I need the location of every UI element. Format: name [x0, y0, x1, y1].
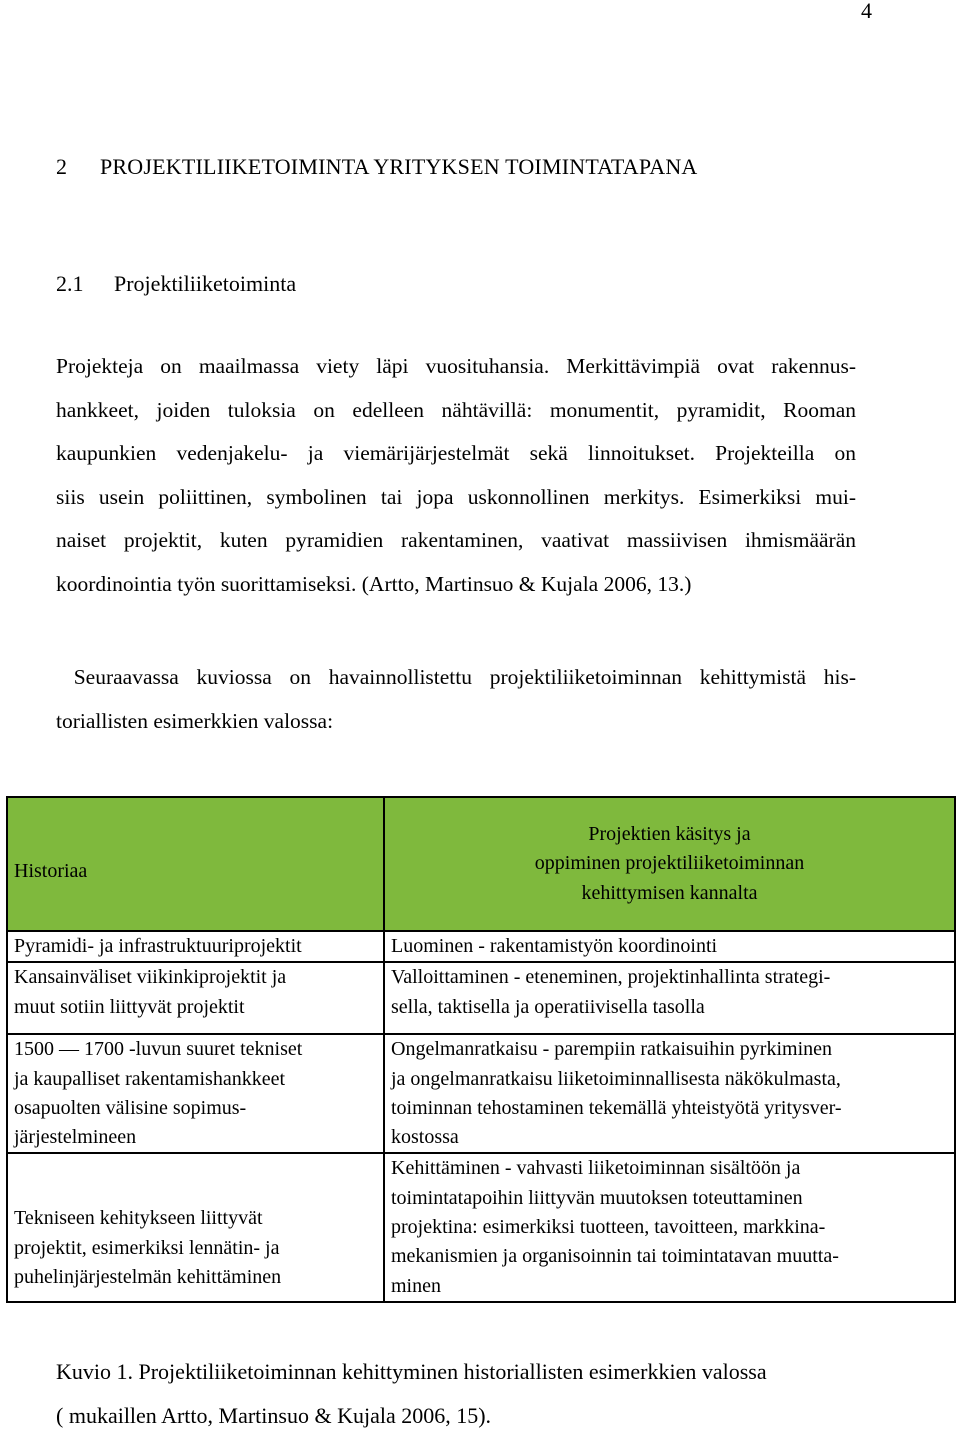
- intro-paragraph: [56, 345, 856, 606]
- paragraph-line: siis usein poliittinen, symbolinen tai jopa uskonnollinen merkitys. Esimerkiksi mui-: [56, 476, 856, 520]
- cell-line: Kehittäminen - vahvasti liiketoiminnan sisältöön ja: [391, 1154, 948, 1183]
- paragraph-line: naiset projektit, kuten pyramidien rakentaminen, vaativat massiivisen ihmismäärän: [56, 519, 856, 563]
- cell-line: sella, taktisella ja operatiivisella tasolla: [391, 993, 948, 1022]
- table-row: [7, 1034, 955, 1153]
- cell-line: projektit, esimerkiksi lennätin- ja: [14, 1234, 377, 1263]
- paragraph-line: toriallisten esimerkkien valossa:: [56, 700, 856, 744]
- figure-caption: [56, 1350, 767, 1437]
- section-heading: [56, 271, 296, 297]
- cell-line: Luominen - rakentamistyön koordinointi: [391, 932, 948, 961]
- cell-line: ja ongelmanratkaisu liiketoiminnallisesta näkökulmasta,: [391, 1065, 948, 1094]
- paragraph-line: Projekteja on maailmassa viety läpi vuosituhansia. Merkittävimpiä ovat rakennus-: [56, 345, 856, 389]
- learning-cell: [384, 931, 955, 962]
- cell-line: Pyramidi- ja infrastruktuuriprojektit: [14, 932, 377, 961]
- table-row: [7, 931, 955, 962]
- history-cell: [7, 962, 384, 1034]
- chapter-title: PROJEKTILIIKETOIMINTA YRITYKSEN TOIMINTATAPANA: [100, 154, 698, 179]
- history-cell: [7, 1034, 384, 1153]
- header-history-label: Historiaa: [14, 860, 87, 882]
- cell-line: Valloittaminen - eteneminen, projektinhallinta strategi-: [391, 963, 948, 992]
- cell-line: projektina: esimerkiksi tuotteen, tavoitteen, markkina-: [391, 1213, 948, 1242]
- learning-cell: [384, 1034, 955, 1153]
- table-header-row: [7, 797, 955, 931]
- cell-line: Kansainväliset viikinkiprojektit ja: [14, 963, 377, 992]
- caption-line: ( mukaillen Artto, Martinsuo & Kujala 2006, 15).: [56, 1394, 767, 1437]
- figure-intro-paragraph: [56, 656, 856, 743]
- paragraph-line: koordinointia työn suorittamiseksi. (Artto, Martinsuo & Kujala 2006, 13.): [56, 563, 856, 607]
- cell-line: ja kaupalliset rakentamishankkeet: [14, 1065, 377, 1094]
- cell-line: puhelinjärjestelmän kehittäminen: [14, 1263, 377, 1292]
- history-table: [6, 796, 956, 1303]
- section-number: 2.1: [56, 271, 114, 297]
- cell-line: 1500 — 1700 -luvun suuret tekniset: [14, 1035, 377, 1064]
- cell-line: mekanismien ja organisoinnin tai toimintatavan muutta-: [391, 1242, 948, 1271]
- paragraph-line: Seuraavassa kuviossa on havainnollistettu projektiliiketoiminnan kehittymistä his-: [56, 656, 856, 700]
- header-line: oppiminen projektiliiketoiminnan: [391, 849, 948, 878]
- table-row: [7, 962, 955, 1034]
- section-title: Projektiliiketoiminta: [114, 271, 296, 296]
- cell-line: Ongelmanratkaisu - parempiin ratkaisuihin pyrkiminen: [391, 1035, 948, 1064]
- header-line: kehittymisen kannalta: [391, 879, 948, 908]
- caption-line: Kuvio 1. Projektiliiketoiminnan kehittyminen historiallisten esimerkkien valossa: [56, 1350, 767, 1394]
- page-number: 4: [861, 0, 872, 24]
- header-line: Projektien käsitys ja: [391, 820, 948, 849]
- cell-line: Tekniseen kehitykseen liittyvät: [14, 1204, 377, 1233]
- cell-line: toiminnan tehostaminen tekemällä yhteistyötä yritysver-: [391, 1094, 948, 1123]
- header-history-cell: [7, 797, 384, 931]
- table-row: [7, 1153, 955, 1301]
- cell-line: toimintatapoihin liittyvän muutoksen toteuttaminen: [391, 1184, 948, 1213]
- chapter-heading: [56, 154, 698, 180]
- paragraph-line: hankkeet, joiden tuloksia on edelleen nähtävillä: monumentit, pyramidit, Rooman: [56, 389, 856, 433]
- paragraph-line: kaupunkien vedenjakelu- ja viemärijärjestelmät sekä linnoitukset. Projekteilla on: [56, 432, 856, 476]
- history-cell: [7, 1153, 384, 1301]
- cell-line: osapuolten välisine sopimus-: [14, 1094, 377, 1123]
- chapter-number: 2: [56, 154, 100, 180]
- learning-cell: [384, 1153, 955, 1301]
- learning-cell: [384, 962, 955, 1034]
- cell-line: muut sotiin liittyvät projektit: [14, 993, 377, 1022]
- cell-line: järjestelmineen: [14, 1123, 377, 1152]
- cell-line: kostossa: [391, 1123, 948, 1152]
- cell-line: minen: [391, 1272, 948, 1301]
- header-learning-cell: [384, 797, 955, 931]
- history-cell: [7, 931, 384, 962]
